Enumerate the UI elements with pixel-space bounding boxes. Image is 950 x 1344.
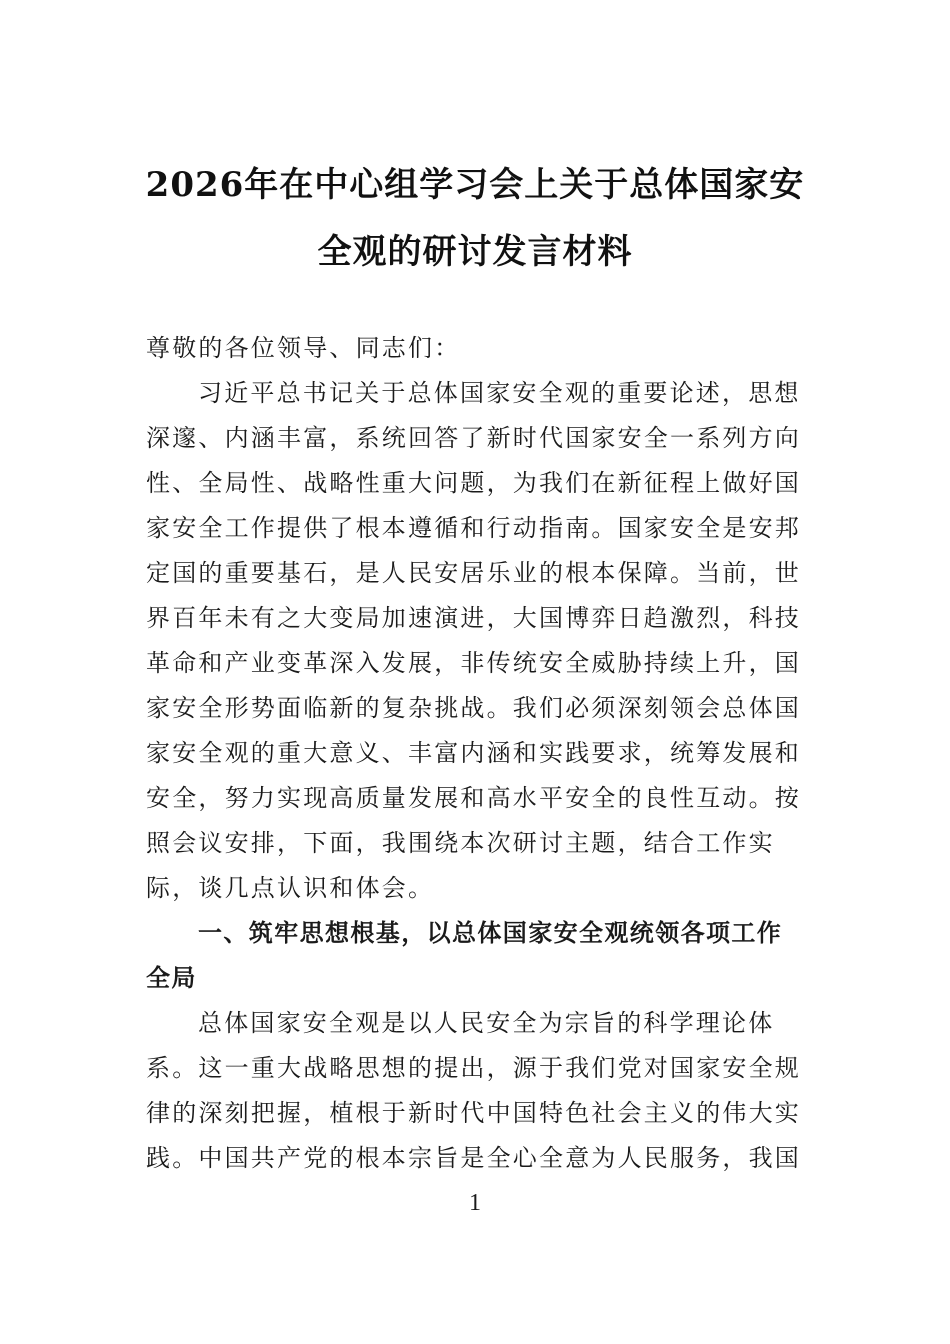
document-body [146,326,806,1181]
paragraph-2-line: 律的深刻把握，植根于新时代中国特色社会主义的伟大实 [146,1099,801,1127]
section-heading-1-line: 一、筑牢思想根基，以总体国家安全观统领各项工作 [198,919,783,947]
paragraph-2-line: 践。中国共产党的根本宗旨是全心全意为人民服务，我国 [146,1144,801,1172]
page-number: 1 [469,1190,481,1216]
paragraph-1-line: 际，谈几点认识和体会。 [146,874,435,902]
salutation: 尊敬的各位领导、同志们： [146,334,461,362]
paragraph-1-line: 家安全形势面临新的复杂挑战。我们必须深刻领会总体国 [146,694,801,722]
paragraph-1-line: 照会议安排，下面，我围绕本次研讨主题，结合工作实 [146,829,775,857]
paragraph-1-line: 习近平总书记关于总体国家安全观的重要论述，思想 [198,379,801,407]
paragraph-1-line: 家安全观的重大意义、丰富内涵和实践要求，统筹发展和 [146,739,801,767]
paragraph-1-line: 定国的重要基石，是人民安居乐业的根本保障。当前，世 [146,559,801,587]
section-heading-1-line: 全局 [146,964,197,992]
paragraph-1-line: 革命和产业变革深入发展，非传统安全威胁持续上升，国 [146,649,801,677]
paragraph-1-line: 家安全工作提供了根本遵循和行动指南。国家安全是安邦 [146,514,801,542]
document-title-line-1: 2026年在中心组学习会上关于总体国家安 [145,165,805,205]
document-title-line-2: 全观的研讨发言材料 [317,232,633,272]
paragraph-2-line: 系。这一重大战略思想的提出，源于我们党对国家安全规 [146,1054,801,1082]
paragraph-1-line: 安全，努力实现高质量发展和高水平安全的良性互动。按 [146,784,801,812]
paragraph-1-line: 性、全局性、战略性重大问题，为我们在新征程上做好国 [146,469,801,497]
paragraph-1-line: 深邃、内涵丰富，系统回答了新时代国家安全一系列方向 [146,424,801,452]
paragraph-1-line: 界百年未有之大变局加速演进，大国博弈日趋激烈，科技 [146,604,801,632]
paragraph-2-line: 总体国家安全观是以人民安全为宗旨的科学理论体 [198,1009,775,1037]
